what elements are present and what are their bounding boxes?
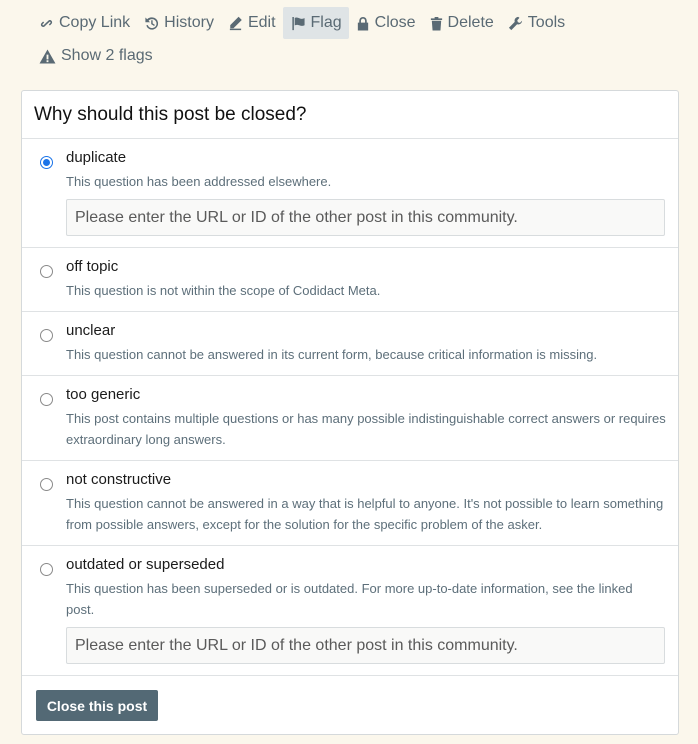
edit-button[interactable] [221, 7, 283, 39]
flag-label: Flag [310, 14, 342, 31]
history-icon [144, 16, 159, 31]
option-label: duplicate [66, 149, 127, 166]
option-label: off topic [66, 258, 119, 275]
reason-duplicate[interactable] [22, 139, 678, 248]
too-generic-radio[interactable] [40, 393, 53, 406]
link-icon [39, 16, 54, 31]
dialog-title: Why should this post be closed? [22, 91, 678, 139]
trash-icon [430, 16, 443, 31]
outdated-url-input[interactable] [66, 627, 665, 664]
close-button[interactable] [349, 7, 423, 39]
reason-not-constructive[interactable] [22, 461, 678, 546]
reason-unclear[interactable] [22, 312, 678, 376]
option-description: This question has been superseded or is outdated. For more up-to-date information, see the linked post. [66, 581, 633, 617]
close-dialog [21, 90, 679, 735]
copy-link-label: Copy Link [59, 14, 131, 31]
option-description: This question cannot be answered in its current form, because critical information is missing. [66, 347, 598, 362]
option-description: This post contains multiple questions or has many possible indistinguishable correct answers or requires extraordinary long answers. [66, 411, 666, 447]
edit-label: Edit [247, 14, 276, 31]
option-description: This question has been addressed elsewhere. [66, 174, 332, 189]
option-description: This question cannot be answered in a way that is helpful to anyone. It's not possible to learn something from possible answers, except for the solution for the specific problem of the asker. [66, 496, 664, 532]
off-topic-radio[interactable] [40, 265, 53, 278]
copy-link-button[interactable] [32, 7, 137, 39]
unclear-radio[interactable] [40, 329, 53, 342]
delete-button[interactable] [423, 7, 501, 39]
show-flags-label: Show 2 flags [61, 47, 153, 64]
tools-button[interactable] [501, 7, 572, 39]
reason-outdated[interactable] [22, 546, 678, 676]
reason-too-generic[interactable] [22, 376, 678, 461]
duplicate-radio[interactable] [40, 156, 53, 169]
flags-row [32, 40, 160, 72]
lock-icon [356, 16, 370, 31]
duplicate-url-input[interactable] [66, 199, 665, 236]
tools-label: Tools [527, 14, 566, 31]
pencil-icon [228, 16, 243, 31]
outdated-radio[interactable] [40, 563, 53, 576]
wrench-icon [508, 16, 523, 31]
flag-icon [290, 16, 306, 31]
not-constructive-radio[interactable] [40, 478, 53, 491]
option-description: This question is not within the scope of Codidact Meta. [66, 283, 381, 298]
option-label: not constructive [66, 471, 172, 488]
post-toolbar [32, 7, 572, 39]
warning-icon [39, 49, 56, 64]
close-label: Close [374, 14, 416, 31]
show-flags-button[interactable] [32, 40, 160, 72]
delete-label: Delete [447, 14, 494, 31]
history-button[interactable] [137, 7, 221, 39]
option-label: outdated or superseded [66, 556, 225, 573]
option-label: too generic [66, 386, 141, 403]
flag-button[interactable] [283, 7, 349, 39]
option-label: unclear [66, 322, 116, 339]
reason-off-topic[interactable] [22, 248, 678, 312]
close-post-button[interactable]: Close this post [36, 690, 158, 721]
history-label: History [164, 14, 214, 31]
